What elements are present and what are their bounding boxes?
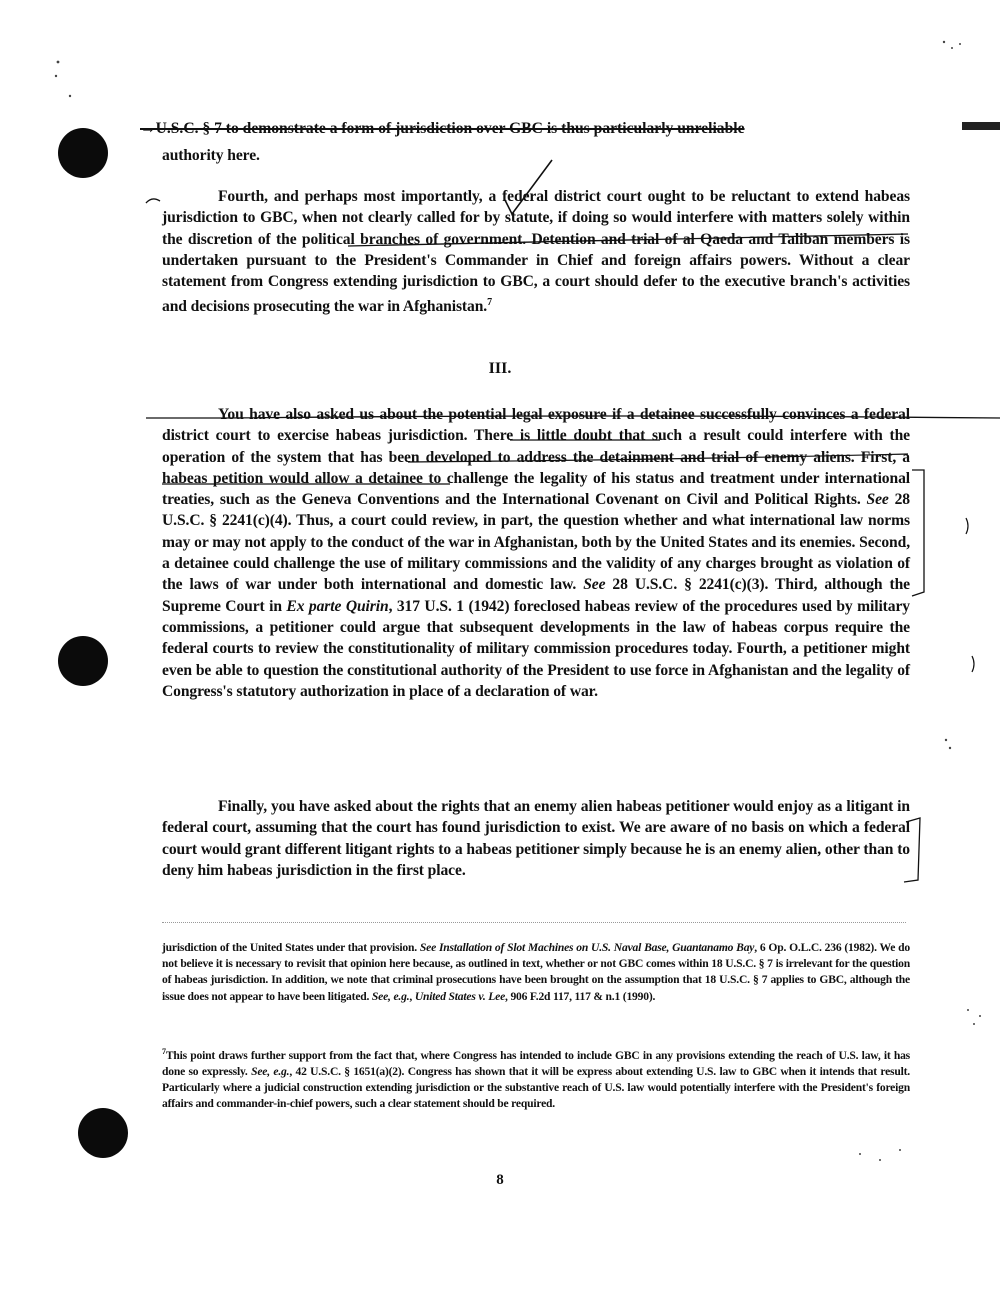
footnote-ref-7: 7	[487, 297, 492, 309]
paragraph-finally: Finally, you have asked about the rights that an enemy alien habeas petitioner would enjoy as a litigant in federal court, assuming that the court has found jurisdiction to exist. We are aware of no basis on which a federal court would grant different litigant rights to a habeas petitioner simply because he is an enemy alien, other than to deny him habeas jurisdiction in the first place.	[162, 798, 910, 879]
footnote-7: $^7$This point draws further support from the fact that, where Congress has intended to include GBC in any provisions extending the reach of U.S. law, it has done so expressly. See, e.g., 42 U.S.C. § 1651(a)(2). Congress has shown that it will be express about extending U.S. law to GBC when it intends that result. Particularly where a judicial construction extending jurisdiction or the substantive reach of U.S. law would potentially interfere with the President's foreign affairs and commander-in-chief powers, such a clear statement should be required.	[162, 1047, 910, 1111]
section-heading: III.	[488, 360, 512, 377]
underline-political-branches	[348, 234, 908, 246]
footnote-7-number: 7	[162, 1047, 166, 1056]
margin-dash	[146, 199, 160, 203]
top-fragment-end: authority here.	[162, 147, 260, 164]
margin-paren-1	[966, 518, 968, 534]
right-bracket-finally	[904, 818, 920, 882]
right-bracket-exposure	[912, 470, 924, 596]
check-mark	[505, 160, 552, 214]
margin-paren-2	[972, 656, 974, 672]
top-right-smudge	[962, 122, 1000, 130]
page-number: 8	[496, 1172, 504, 1188]
footnote-continuation: jurisdiction of the United States under that provision. See Installation of Slot Machines on U.S. Naval Base, Guantanamo Bay, 6 Op. O.L.C. 236 (1982). We do not believe it is necessary to revisit that opinion here because, as outlined in text, whether or not GBC comes within 18 U.S.C. § 7 is irrelevant for the question of habeas jurisdiction. In addition, we note that criminal prosecutions have been brought on the assumption that 18 U.S.C. § 7 applies to GBC, although the issue does not appear to have been litigated. See, e.g., United States v. Lee, 906 F.2d 117, 117 & n.1 (1990).	[162, 941, 910, 1003]
margin-line-exposure	[146, 416, 1000, 418]
underline-operation-system	[408, 454, 908, 462]
paragraph-fourth-text: Fourth, and perhaps most importantly, a federal district court ought to be reluctant to extend habeas jurisdiction to GBC, when not clearly called for by statute, if doing so would interfere with matters solely within the discretion of the political branches of government. Detention and trial of al Qaeda and Taliban members is undertaken pursuant to the President's Commander in Chief and foreign affairs powers. Without a clear statement from Congress extending jurisdiction to GBC, a court should defer to the executive branch's activities and decisions prosecuting the war in Afghanistan.	[162, 188, 910, 316]
top-fragment-line: →U.S.C. § 7 to demonstrate a form of jurisdiction over GBC is thus particularly unreliable	[140, 120, 745, 137]
paragraph-legal-exposure: You have also asked us about the potential legal exposure if a detainee successfully convinces a federal district court to exercise habeas jurisdiction. There is little doubt that such a result could interfere with the operation of the system that has been developed to address the detainment and trial of enemy aliens. First, a habeas petition would allow a detainee to challenge the legality of his status and treatment under international treaties, such as the Geneva Conventions and the International Covenant on Civil and Political Rights. See 28 U.S.C. § 2241(c)(4). Thus, a court could review, in part, the question whether and what international law norms may or may not apply to the conduct of the war in Afghanistan, both by the United States and its enemies. Second, a detainee could challenge the use of military commissions and the validity of any charges brought as violation of the laws of war under both international and domestic law. See 28 U.S.C. § 2241(c)(3). Third, although the Supreme Court in Ex parte Quirin, 317 U.S. 1 (1942) foreclosed habeas review of the procedures used by military commissions, a petitioner could argue that subsequent developments in the law of habeas corpus require the federal courts to review the constitutionality of military commission procedures today. Fourth, a petitioner might even be able to question the constitutional authority of the President to use force in Afghanistan and the legality of Congress's statutory authorization in place of a declaration of war.	[162, 406, 910, 700]
